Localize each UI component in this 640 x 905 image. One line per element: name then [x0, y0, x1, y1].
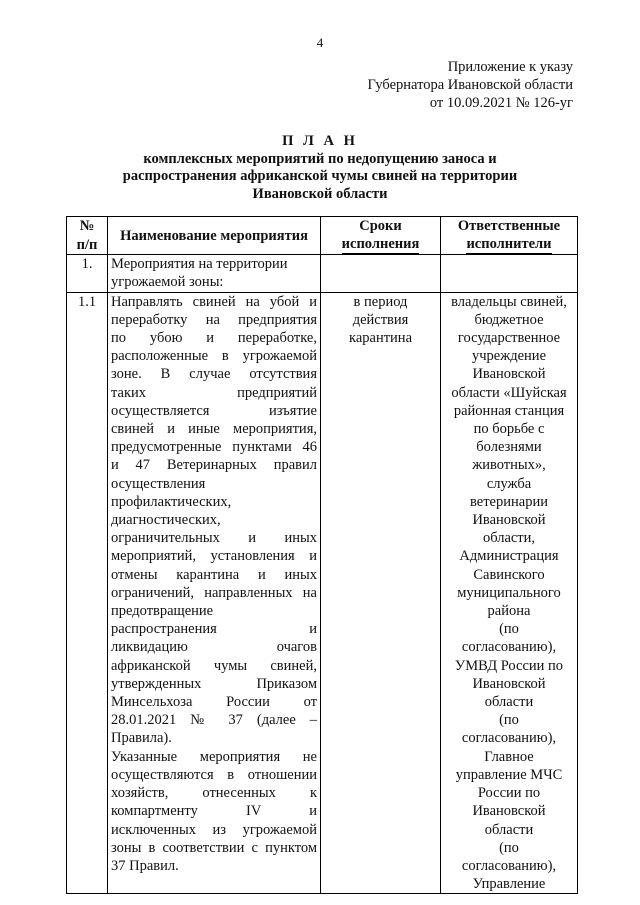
plan-title-main: П Л А Н: [282, 133, 358, 149]
name-line: Мероприятия на территории: [111, 256, 288, 273]
resp-line: животных»,: [472, 457, 546, 474]
header-num-line: №: [79, 218, 95, 235]
resp-line: (по: [499, 712, 519, 729]
header-term: [321, 217, 441, 255]
header-name: [108, 217, 321, 255]
header-resp: [441, 217, 578, 255]
row-name: [108, 292, 321, 894]
page-number: 4: [316, 35, 324, 50]
plan-title-line: комплексных мероприятий по недопущению заноса и: [143, 150, 497, 167]
resp-line: Управление: [472, 876, 546, 893]
row-resp: [441, 292, 578, 894]
name-line: Минсельхоза России от: [111, 694, 317, 711]
resp-line: владельцы свиней,: [451, 293, 567, 310]
name-line: зоны в соответствии с пунктом: [111, 839, 317, 856]
resp-line: Администрация: [459, 548, 559, 565]
name-line: ограничений, направленных на: [111, 584, 317, 601]
name-line: предусмотренные пунктами 46: [111, 439, 317, 456]
name-line: таких предприятий: [111, 384, 317, 401]
resp-line: УМВД России по: [454, 657, 564, 674]
resp-line: бюджетное: [474, 311, 544, 328]
plan-title: [0, 133, 640, 203]
name-line: переработку на предприятия: [111, 311, 317, 328]
resp-line: согласованию),: [461, 857, 557, 874]
name-line: распространения и: [111, 621, 317, 638]
header-name-text: Наименование мероприятия: [120, 227, 308, 244]
resp-line: ветеринарии: [470, 493, 548, 510]
row-num: 1.1: [67, 292, 108, 894]
resp-line: муниципального: [457, 584, 561, 601]
resp-line: районная станция: [453, 402, 565, 419]
name-line: по убою и переработке,: [111, 330, 317, 347]
table-header-row: [67, 217, 578, 255]
appendix-line: Приложение к указу: [447, 59, 573, 75]
table-row: [67, 292, 578, 894]
resp-line: Савинского: [473, 566, 545, 583]
name-line: хозяйств, отнесенных к: [111, 785, 317, 802]
row-term: [321, 255, 441, 292]
name-line: ограничительных и иных: [111, 530, 317, 547]
header-resp-line: Ответственные: [457, 218, 561, 234]
header-term-line: исполнения: [341, 236, 420, 253]
resp-line: учреждение: [471, 348, 546, 365]
resp-line: Ивановской: [472, 366, 546, 383]
row-name: [108, 255, 321, 292]
name-line: 28.01.2021 № 37 (далее –: [111, 712, 317, 729]
name-line: отмены карантина и иных: [111, 566, 317, 583]
term-line: карантина: [349, 330, 412, 347]
name-line: диагностических,: [111, 512, 221, 529]
name-line: Направлять свиней на убой и: [111, 293, 317, 310]
resp-line: (по: [499, 839, 519, 856]
appendix-block: [368, 58, 573, 112]
name-line: ликвидацию очагов: [111, 639, 317, 656]
plan-table: [66, 216, 578, 894]
name-line: и 47 Ветеринарных правил: [111, 457, 317, 474]
appendix-line: от 10.09.2021 № 126-уг: [429, 95, 573, 111]
row-num: 1.: [67, 255, 108, 292]
name-line: предотвращение: [111, 603, 214, 620]
name-line: зоне. В случае отсутствия: [111, 366, 317, 383]
header-term-line: Сроки: [359, 218, 402, 234]
name-line: осуществляются в отношении: [111, 766, 317, 783]
term-line: в период: [353, 293, 408, 310]
resp-line: (по: [499, 621, 519, 638]
resp-line: Ивановской: [472, 803, 546, 820]
name-line: профилактических,: [111, 493, 232, 510]
name-line: мероприятий, установления и: [111, 548, 317, 565]
name-line: осуществления: [111, 475, 206, 492]
name-line: утвержденных Приказом: [111, 675, 317, 692]
resp-line: области: [484, 694, 534, 711]
resp-line: управление МЧС: [455, 766, 563, 783]
resp-line: служба: [486, 475, 532, 492]
resp-line: согласованию),: [461, 639, 557, 656]
row-resp: [441, 255, 578, 292]
name-line: компартменту IV и: [111, 803, 317, 820]
table-row: [67, 255, 578, 292]
plan-title-line: распространения африканской чумы свиней на территории: [122, 168, 518, 184]
name-line: Указанные мероприятия не: [111, 748, 317, 765]
header-resp-line: исполнители: [466, 236, 552, 253]
resp-line: согласованию),: [461, 730, 557, 747]
resp-line: области: [484, 821, 534, 838]
header-num: [67, 217, 108, 255]
appendix-line: Губернатора Ивановской области: [367, 77, 573, 93]
term-line: действия: [352, 311, 409, 328]
name-line: свиней и иные мероприятия,: [111, 421, 317, 438]
resp-line: Главное: [484, 748, 534, 765]
name-line: 37 Правил.: [111, 857, 179, 874]
row-term: [321, 292, 441, 894]
resp-line: района: [487, 603, 531, 620]
name-line: осуществляется изъятие: [111, 402, 317, 419]
resp-line: области «Шуйская: [451, 384, 567, 401]
plan-title-line: Ивановской области: [252, 185, 388, 202]
name-line: расположенные в угрожаемой: [111, 348, 317, 365]
resp-line: России по: [477, 785, 541, 802]
resp-line: государственное: [457, 330, 561, 347]
resp-line: области,: [482, 530, 536, 547]
resp-line: по борьбе с: [473, 421, 545, 438]
name-line: угрожаемой зоны:: [111, 274, 224, 291]
resp-line: Ивановской: [472, 675, 546, 692]
resp-line: Ивановской: [472, 512, 546, 529]
header-num-line: п/п: [76, 236, 98, 253]
resp-line: болезнями: [476, 439, 542, 456]
name-line: Правила).: [111, 730, 172, 747]
name-line: исключенных из угрожаемой: [111, 821, 317, 838]
name-line: африканской чумы свиней,: [111, 657, 317, 674]
